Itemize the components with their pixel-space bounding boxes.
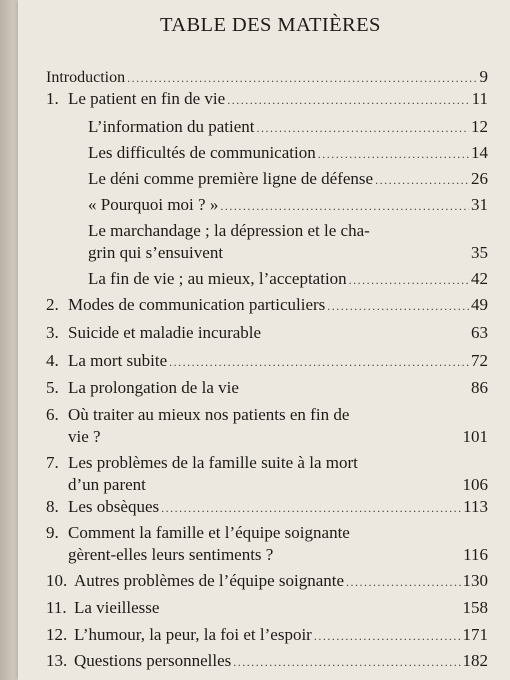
toc-page-number: 14 [471,143,488,162]
dot-leader [257,118,469,139]
toc-chapter-4 [46,350,488,373]
chapter-title: Questions personnelles [74,651,232,670]
toc-page-number: 49 [471,295,488,314]
subsection-title: La fin de vie ; au mieux, l’acceptation [88,269,347,288]
toc-subsection-1 [88,116,488,139]
chapter-number: 13. [46,651,68,670]
toc-chapter-7 [46,452,488,496]
toc-page-number: 9 [479,67,488,86]
dot-leader [346,572,460,593]
book-page [18,0,510,680]
dot-leader [127,68,477,89]
toc-page-number: 101 [462,427,488,446]
toc-page-number: 72 [471,351,488,370]
page-title: TABLE DES MATIÈRES [160,14,381,36]
toc-page-number: 86 [471,378,488,397]
toc-page-number: 158 [462,598,488,617]
chapter-title-line2: gèrent-elles leurs sentiments ? [68,545,274,564]
toc-entry-label: Introduction [46,69,126,86]
toc-page-number: 116 [463,545,488,564]
chapter-number: 6. [46,405,59,424]
chapter-title: La prolongation de la vie [68,378,239,397]
chapter-number: 7. [46,453,59,472]
toc-entry-introduction [46,66,488,89]
subsection-title-line2: grin qui s’ensuivent [88,243,224,262]
toc-page-number: 26 [471,169,488,188]
toc-page-number: 113 [463,497,488,516]
chapter-number: 11. [46,598,67,617]
toc-chapter-12 [46,624,488,647]
subsection-title-line1: Le marchandage ; la dépression et le cha- [88,221,370,240]
dot-leader [169,352,469,373]
chapter-title-line1: Où traiter au mieux nos patients en fin de [68,405,350,424]
book-spine [0,0,18,680]
toc-chapter-2 [46,294,488,317]
toc-subsection-6 [88,268,488,291]
dot-leader [349,270,469,291]
chapter-number: 10. [46,571,68,590]
subsection-title: L’information du patient [88,117,255,136]
toc-page-number: 130 [462,571,488,590]
toc-chapter-13 [46,650,488,673]
toc-chapter-6 [46,404,488,448]
toc-subsection-3 [88,168,488,191]
chapter-title-line2: d’un parent [68,475,146,494]
toc-chapter-9 [46,522,488,566]
toc-page-number: 11 [471,89,488,108]
chapter-title: L’humour, la peur, la foi et l’espoir [74,625,312,644]
toc-subsection-5 [88,220,488,264]
chapter-title: Les obsèques [68,497,160,516]
chapter-number: 5. [46,378,59,397]
chapter-number: 8. [46,497,59,516]
chapter-title: Suicide et maladie incurable [68,323,262,342]
subsection-title: Les difficultés de communication [88,143,316,162]
toc-page-number: 106 [462,475,488,494]
subsection-title: Le déni comme première ligne de défense [88,169,374,188]
toc-page-number: 182 [462,651,488,670]
toc-subsection-4 [88,194,488,217]
chapter-title: Le patient en fin de vie [68,89,226,108]
chapter-title: Autres problèmes de l’équipe soignante [74,571,345,590]
toc-page-number: 31 [471,195,488,214]
toc-page-number: 35 [471,243,488,262]
chapter-number: 2. [46,295,59,314]
toc-page-number: 12 [471,117,488,136]
chapter-title: Modes de communication particuliers [68,295,326,314]
chapter-title-line1: Comment la famille et l’équipe soignante [68,523,350,542]
dot-leader [314,626,461,647]
toc-page-number: 171 [462,625,488,644]
chapter-title: La vieillesse [74,598,160,617]
dot-leader [220,196,469,217]
toc-chapter-3 [46,322,488,345]
dot-leader [375,170,469,191]
toc-chapter-1 [46,88,488,111]
toc-chapter-11 [46,597,488,620]
chapter-title-line1: Les problèmes de la famille suite à la mort [68,453,358,472]
chapter-number: 1. [46,89,59,108]
toc-chapter-10 [46,570,488,593]
toc-subsection-2 [88,142,488,165]
toc-page-number: 42 [471,269,488,288]
chapter-title: La mort subite [68,351,168,370]
chapter-number: 4. [46,351,59,370]
subsection-title: « Pourquoi moi ? » [88,195,219,214]
dot-leader [327,296,469,317]
dot-leader [318,144,469,165]
toc-chapter-8 [46,496,488,519]
dot-leader [227,90,469,111]
dot-leader [233,652,460,673]
toc-chapter-5 [46,377,488,400]
chapter-title-line2: vie ? [68,427,101,446]
chapter-number: 3. [46,323,59,342]
chapter-number: 9. [46,523,59,542]
toc-page-number: 63 [471,323,488,342]
dot-leader [161,498,461,519]
chapter-number: 12. [46,625,68,644]
